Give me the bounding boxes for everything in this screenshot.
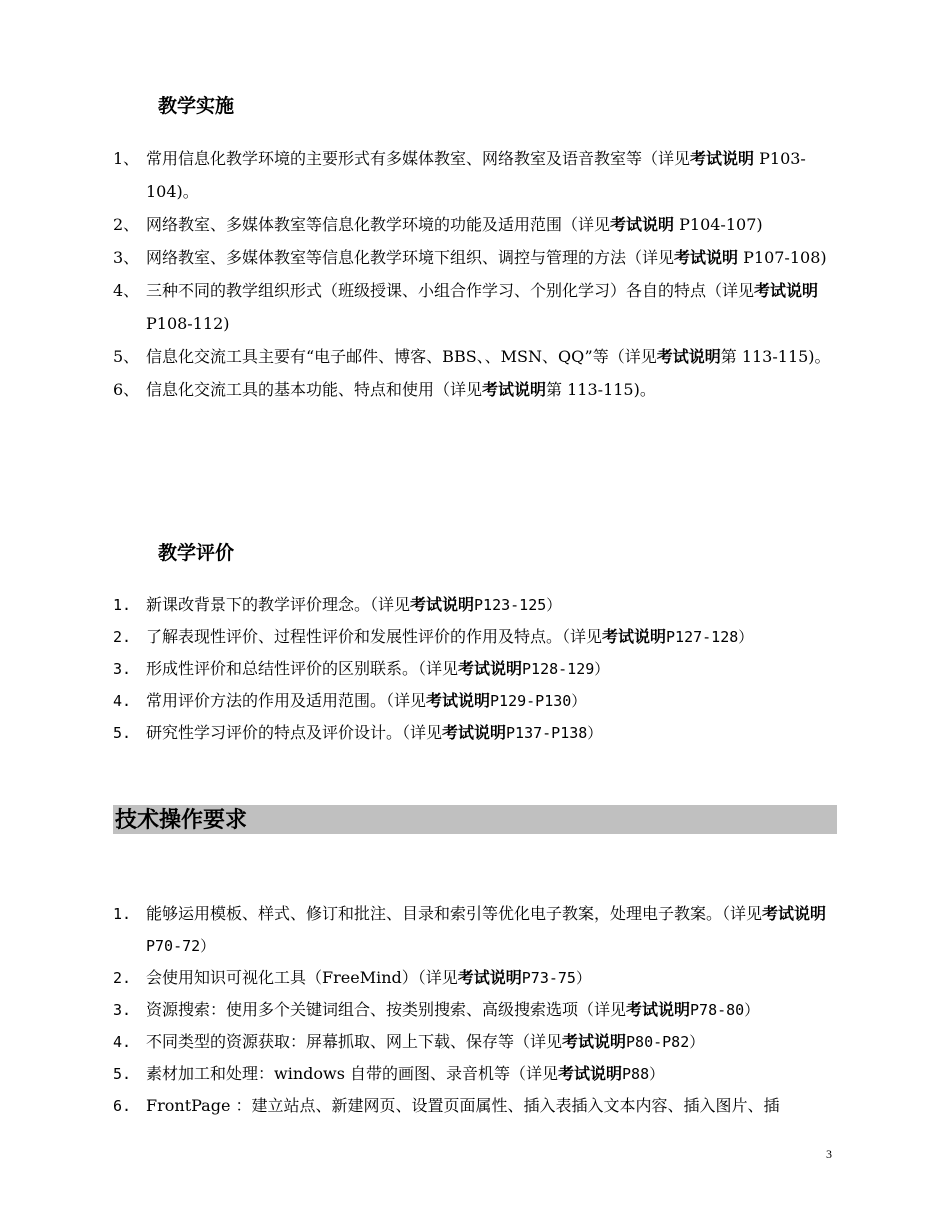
item-number: 1. [113, 905, 132, 923]
item-ref-bold: 考试说明 [410, 595, 475, 614]
item-text: 信息化交流工具主要有“电子邮件、博客、BBS、、MSN、QQ”等（详见 [146, 347, 657, 366]
item-number: 1. [113, 596, 132, 614]
item-number: 4. [113, 692, 132, 710]
item-ref-bold: 考试说明 [656, 347, 721, 366]
section-heading-implementation: 教学实施 [158, 95, 235, 117]
item-text: 素材加工和处理：windows 自带的画图、录音机等（详见 [146, 1064, 558, 1083]
item-number: 5. [113, 724, 132, 742]
item-ref-bold: 考试说明 [457, 968, 522, 987]
item-pages: 第 113-115)。 [546, 380, 656, 399]
list-item [0, 685, 950, 717]
item-pages: P123-125） [474, 596, 562, 614]
item-text: 网络教室、多媒体教室等信息化教学环境的功能及适用范围（详见 [146, 215, 611, 234]
item-ref-bold: 考试说明 [558, 1064, 623, 1083]
item-pages: 第 113-115)。 [720, 347, 831, 366]
item-text: 信息化交流工具的基本功能、特点和使用（详见 [146, 380, 483, 399]
item-ref-bold: 考试说明 [482, 380, 547, 399]
item-ref-bold: 考试说明 [610, 215, 675, 234]
list-item [0, 1090, 950, 1122]
item-pages: P107-108) [738, 248, 827, 267]
item-ref-bold: 考试说明 [426, 691, 491, 710]
list-item [0, 717, 950, 749]
list-item [0, 208, 950, 241]
list-item [0, 340, 950, 373]
list-item [0, 962, 950, 994]
item-number: 2、 [113, 215, 140, 234]
item-text: 资源搜索：使用多个关键词组合、按类别搜索、高级搜索选项（详见 [146, 1000, 627, 1019]
list-item [0, 589, 950, 621]
list-item [0, 373, 950, 406]
item-pages: P127-128） [666, 628, 754, 646]
item-pages: P108-112) [146, 314, 230, 333]
item-ref-bold: 考试说明 [762, 904, 827, 923]
list-item [0, 994, 950, 1026]
item-text: 形成性评价和总结性评价的区别联系。（详见 [146, 659, 459, 678]
item-number: 4. [113, 1033, 132, 1051]
item-pages: P137-P138） [506, 724, 603, 742]
item-ref-bold: 考试说明 [690, 149, 755, 168]
page-number: 3 [826, 1147, 832, 1161]
item-text: 能够运用模板、样式、修订和批注、目录和索引等优化电子教案，处理电子教案。（详见 [146, 904, 763, 923]
item-pages: P80-P82） [626, 1033, 705, 1051]
item-text: 网络教室、多媒体教室等信息化教学环境下组织、调控与管理的方法（详见 [146, 248, 675, 267]
item-number: 3. [113, 660, 132, 678]
evaluation-list [0, 589, 950, 749]
item-number: 3、 [113, 248, 140, 267]
item-pages: P78-80） [690, 1001, 760, 1019]
item-number: 5. [113, 1065, 132, 1083]
item-pages: P70-72） [146, 937, 216, 955]
item-ref-bold: 考试说明 [674, 248, 739, 267]
item-number: 6、 [113, 380, 140, 399]
item-text: 常用信息化教学环境的主要形式有多媒体教室、网络教室及语音教室等（详见 [146, 149, 691, 168]
item-pages: P128-129） [522, 660, 610, 678]
list-item [0, 241, 950, 274]
list-item [0, 653, 950, 685]
item-ref-bold: 考试说明 [562, 1032, 627, 1051]
item-ref-bold: 考试说明 [754, 281, 819, 300]
item-text: 新课改背景下的教学评价理念。（详见 [146, 595, 411, 614]
item-pages: P104-107) [674, 215, 763, 234]
item-ref-bold: 考试说明 [602, 627, 667, 646]
item-text: 常用评价方法的作用及适用范围。（详见 [146, 691, 427, 710]
item-ref-bold: 考试说明 [442, 723, 507, 742]
list-item [0, 621, 950, 653]
tech-list [0, 898, 950, 1122]
item-pages: P88） [622, 1065, 665, 1083]
section-banner [113, 805, 837, 834]
item-pages: P129-P130） [490, 692, 587, 710]
item-number: 4、 [113, 281, 140, 300]
list-item [0, 142, 950, 208]
item-number: 6. [113, 1097, 132, 1115]
item-number: 1、 [113, 149, 140, 168]
item-ref-bold: 考试说明 [458, 659, 523, 678]
section-heading-evaluation: 教学评价 [158, 542, 235, 564]
list-item [0, 898, 950, 962]
section-heading-tech: 技术操作要求 [115, 808, 248, 833]
item-text: 研究性学习评价的特点及评价设计。（详见 [146, 723, 443, 742]
item-text: 不同类型的资源获取：屏幕抓取、网上下载、保存等（详见 [146, 1032, 563, 1051]
item-number: 5、 [113, 347, 140, 366]
item-number: 2. [113, 969, 132, 987]
item-text: 会使用知识可视化工具（FreeMind）（详见 [146, 968, 458, 987]
implementation-list [0, 142, 950, 406]
list-item [0, 1058, 950, 1090]
item-text: 三种不同的教学组织形式（班级授课、小组合作学习、个别化学习）各自的特点（详见 [146, 281, 755, 300]
item-number: 2. [113, 628, 132, 646]
item-pages: P73-75） [521, 969, 591, 987]
item-text: 了解表现性评价、过程性评价和发展性评价的作用及特点。（详见 [146, 627, 603, 646]
item-ref-bold: 考试说明 [626, 1000, 691, 1019]
list-item [0, 274, 950, 340]
item-text: FrontPage ：建立站点、新建网页、设置页面属性、插入表插入文本内容、插入图片、插 [146, 1096, 780, 1115]
item-pages: P103-104)。 [146, 149, 806, 201]
item-number: 3. [113, 1001, 132, 1019]
list-item [0, 1026, 950, 1058]
